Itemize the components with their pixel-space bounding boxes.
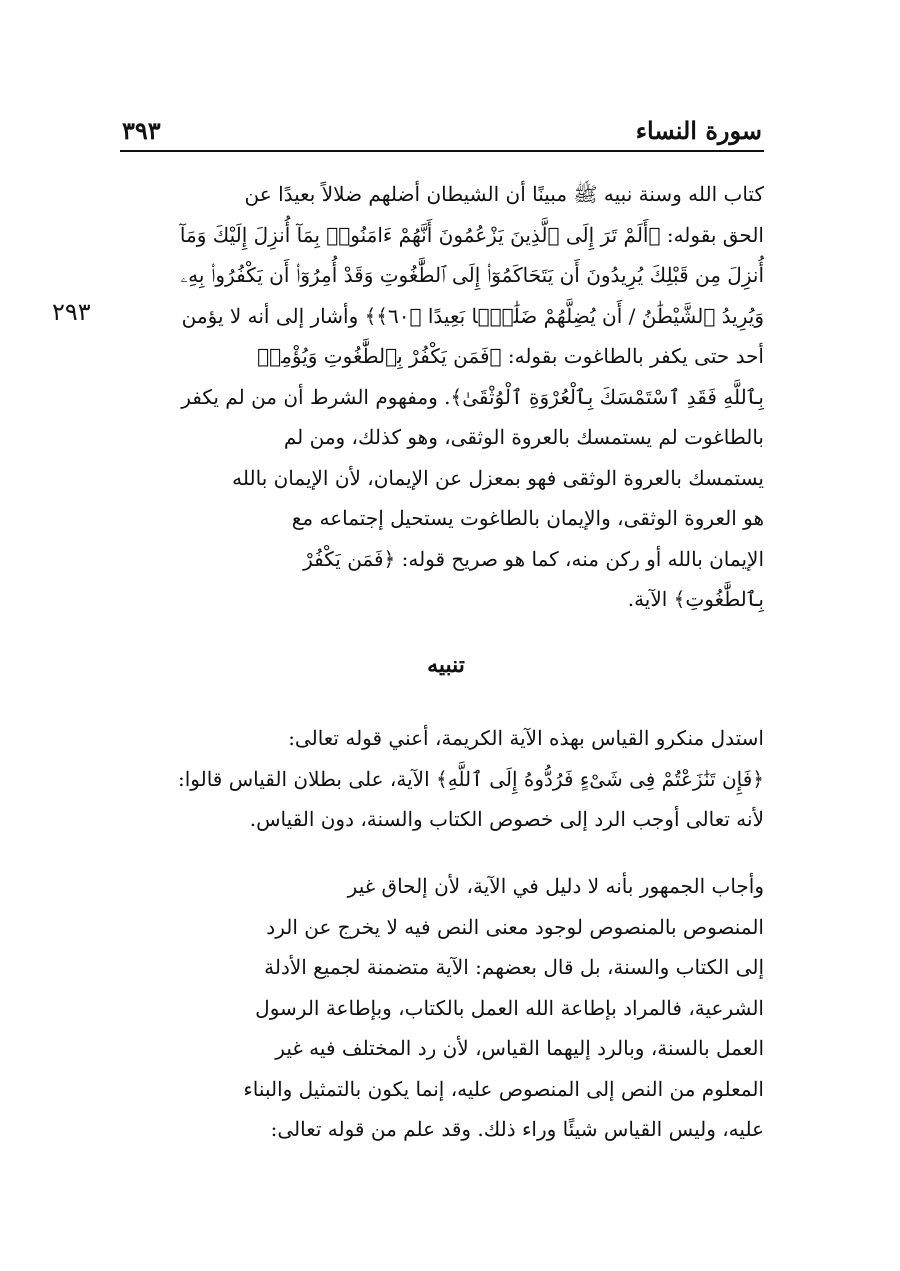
text-line: وَيُرِيدُ ٱلشَّيْطَٰنُ / أَن يُضِلَّهُمْ ضَلَٰلًۢا بَعِيدًا ﴿٦٠﴾﴾ وأشار إلى أنه لا يؤمن — [181, 303, 764, 328]
text-line: بِٱلطَّٰغُوتِ﴾ الآية. — [627, 587, 764, 611]
text-line: أحد حتى يكفر بالطاغوت بقوله: ﴿فَمَن يَكْفُرْ بِٱلطَّٰغُوتِ وَيُؤْمِنۢ — [257, 344, 764, 368]
surah-title: سورة النساء — [635, 115, 762, 145]
section-heading: تنبيه — [427, 652, 465, 678]
paragraph-block-3 — [128, 866, 764, 1150]
page-number: ٣٩٣ — [122, 115, 161, 145]
text-line: الإيمان بالله أو ركن منه، كما هو صريح قوله: ﴿فَمَن يَكْفُرْ — [303, 546, 764, 571]
text-line: بِٱللَّهِ فَقَدِ ٱسْتَمْسَكَ بِٱلْعُرْوَةِ ٱلْوُثْقَىٰ﴾. ومفهوم الشرط أن من لم يكفر — [181, 384, 764, 409]
margin-page-reference: ٢٩٣ — [52, 298, 91, 326]
paragraph-block-2 — [128, 718, 764, 840]
text-line: بالطاغوت لم يستمسك بالعروة الوثقى، وهو كذلك، ومن لم — [283, 425, 764, 449]
text-line: هو العروة الوثقى، والإيمان بالطاغوت يستحيل إجتماعه مع — [291, 506, 764, 530]
paragraph-block-1 — [128, 174, 764, 620]
text-line: ﴿فَإِن تَنَٰزَعْتُمْ فِى شَىْءٍ فَرُدُّوهُ إِلَى ٱللَّهِ﴾ الآية، على بطلان القياس قالوا: — [177, 766, 764, 791]
text-line: أُنزِلَ مِن قَبْلِكَ يُرِيدُونَ أَن يَتَحَاكَمُوٓا۟ إِلَى ٱلطَّٰغُوتِ وَقَدْ أُمِرُوٓا۟ أَن يَكْفُرُوا۟ بِهِۦ — [180, 263, 764, 287]
text-line: المنصوص بالمنصوص لوجود معنى النص فيه لا يخرج عن الرد — [266, 914, 764, 939]
text-line: إلى الكتاب والسنة، بل قال بعضهم: الآية متضمنة لجميع الأدلة — [264, 955, 764, 979]
text-line: الحق بقوله: ﴿أَلَمْ تَرَ إِلَى ٱلَّذِينَ يَزْعُمُونَ أَنَّهُمْ ءَامَنُوا۟ بِمَآ أُنزِلَ إِلَيْكَ وَمَآ — [179, 222, 764, 247]
page-header — [122, 112, 762, 148]
text-line: المعلوم من النص إلى المنصوص عليه، إنما يكون بالتمثيل والبناء — [243, 1076, 764, 1101]
text-line: استدل منكرو القياس بهذه الآية الكريمة، أعني قوله تعالى: — [288, 726, 764, 750]
text-line: لأنه تعالى أوجب الرد إلى خصوص الكتاب والسنة، دون القياس. — [249, 807, 764, 831]
text-line: الشرعية، فالمراد بإطاعة الله العمل بالكتاب، وبإطاعة الرسول — [255, 995, 764, 1020]
text-line: عليه، وليس القياس شيئًا وراء ذلك. وقد علم من قوله تعالى: — [270, 1117, 764, 1141]
text-line: كتاب الله وسنة نبيه ﷺ مبينًا أن الشيطان أضلهم ضلالاً بعيدًا عن — [244, 182, 764, 206]
text-line: العمل بالسنة، وبالرد إليهما القياس، لأن رد المختلف فيه غير — [275, 1036, 764, 1060]
text-line: يستمسك بالعروة الوثقى فهو بمعزل عن الإيمان، لأن الإيمان بالله — [232, 465, 764, 490]
text-line: وأجاب الجمهور بأنه لا دليل في الآية، لأن إلحاق غير — [347, 874, 764, 898]
header-divider — [120, 150, 764, 152]
